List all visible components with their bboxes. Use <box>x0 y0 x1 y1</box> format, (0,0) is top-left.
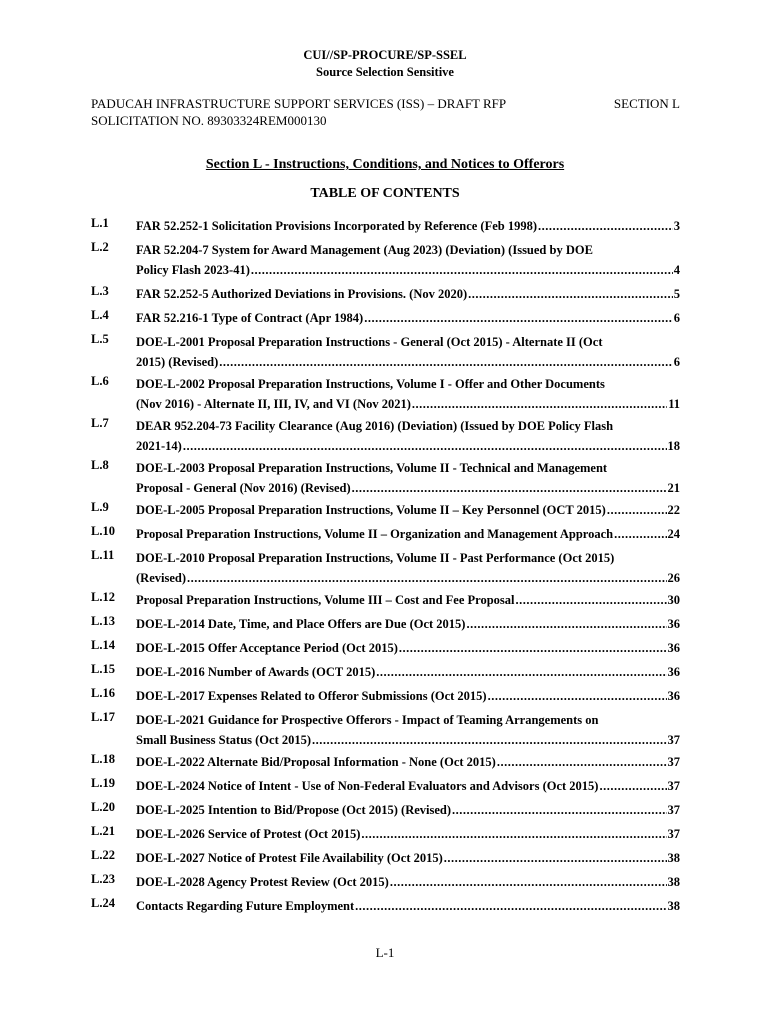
toc-entry-title-line: DOE-L-2025 Intention to Bid/Propose (Oct 2015) (Revised) <box>136 803 452 817</box>
dot-leader <box>183 436 667 456</box>
toc-entry-title-line: FAR 52.252-1 Solicitation Provisions Incorporated by Reference (Feb 1998) <box>136 219 537 233</box>
toc-entry-page: 6 <box>673 311 680 325</box>
toc-entry-title-line: Proposal - General (Nov 2016) (Revised) <box>136 481 351 495</box>
toc-entry-text <box>136 284 680 304</box>
section-title: Section L - Instructions, Conditions, and Notices to Offerors <box>205 157 565 172</box>
toc-entry-number: L.18 <box>91 752 115 766</box>
toc-entry-text <box>136 710 680 750</box>
dot-leader <box>364 308 673 328</box>
toc-entry-number: L.23 <box>91 872 115 886</box>
toc-entry-title-line: DOE-L-2026 Service of Protest (Oct 2015) <box>136 827 361 841</box>
toc-entry-page: 6 <box>673 355 680 369</box>
toc-entry-page: 37 <box>667 733 680 747</box>
dot-leader <box>516 590 667 610</box>
dot-leader <box>468 284 673 304</box>
toc-entry-page: 5 <box>673 287 680 301</box>
toc-entry-number: L.9 <box>91 500 109 514</box>
dot-leader <box>466 614 666 634</box>
toc-entry-title-line: FAR 52.252-5 Authorized Deviations in Provisions. (Nov 2020) <box>136 287 468 301</box>
toc-entry-title-line: DOE-L-2015 Offer Acceptance Period (Oct 2015) <box>136 641 398 655</box>
dot-leader <box>219 352 672 372</box>
toc-entry-title-line: Policy Flash 2023-41) <box>136 263 250 277</box>
toc-entry-title-line: DEAR 952.204-73 Facility Clearance (Aug 2016) (Deviation) (Issued by DOE Policy Flash <box>136 419 614 433</box>
toc-entry-text <box>136 872 680 892</box>
toc-entry-number: L.8 <box>91 458 109 472</box>
toc-entry-number: L.24 <box>91 896 115 910</box>
toc-entry-page: 38 <box>667 899 680 913</box>
toc-entry-title-line: DOE-L-2028 Agency Protest Review (Oct 2015) <box>136 875 389 889</box>
toc-entry-title-line: 2015) (Revised) <box>136 355 219 369</box>
dot-leader <box>538 216 673 236</box>
source-selection-banner: Source Selection Sensitive <box>316 65 454 79</box>
toc-entry-number: L.10 <box>91 524 115 538</box>
toc-entry-title-line: (Nov 2016) - Alternate II, III, IV, and VI (Nov 2021) <box>136 397 411 411</box>
toc-entry-text <box>136 216 680 236</box>
dot-leader <box>497 752 667 772</box>
toc-entry-text <box>136 374 680 414</box>
toc-entry-number: L.17 <box>91 710 115 724</box>
toc-entry-page: 11 <box>668 397 680 411</box>
toc-entry-text <box>136 548 680 588</box>
toc-entry-title-line: DOE-L-2024 Notice of Intent - Use of Non-Federal Evaluators and Advisors (Oct 2015) <box>136 779 599 793</box>
toc-entry-title-line: (Revised) <box>136 571 186 585</box>
dot-leader <box>399 638 667 658</box>
dot-leader <box>607 500 667 520</box>
dot-leader <box>187 568 667 588</box>
page-number: L-1 <box>375 945 395 960</box>
dot-leader <box>361 824 666 844</box>
dot-leader <box>355 896 666 916</box>
toc-entry-number: L.22 <box>91 848 115 862</box>
dot-leader <box>488 686 667 706</box>
toc-entry-text <box>136 524 680 544</box>
toc-entry-title-line: DOE-L-2027 Notice of Protest File Availability (Oct 2015) <box>136 851 443 865</box>
toc-entry-number: L.5 <box>91 332 109 346</box>
header-solicitation: SOLICITATION NO. 89303324REM000130 <box>91 113 327 128</box>
toc-entry-title-line: DOE-L-2001 Proposal Preparation Instructions - General (Oct 2015) - Alternate II (Oct <box>136 335 603 349</box>
toc-entry-text <box>136 896 680 916</box>
toc-entry-page: 38 <box>667 875 680 889</box>
toc-entry-title-line: DOE-L-2016 Number of Awards (OCT 2015) <box>136 665 376 679</box>
dot-leader <box>312 730 666 750</box>
toc-entry-text <box>136 824 680 844</box>
toc-entry-title-line: DOE-L-2003 Proposal Preparation Instructions, Volume II - Technical and Management <box>136 461 608 475</box>
toc-heading: TABLE OF CONTENTS <box>310 186 460 201</box>
toc-entry-text <box>136 308 680 328</box>
header-section: SECTION L <box>613 96 680 111</box>
toc-entry-page: 26 <box>667 571 680 585</box>
dot-leader <box>452 800 666 820</box>
toc-entry-page: 37 <box>667 827 680 841</box>
toc-entry-number: L.3 <box>91 284 109 298</box>
toc-entry-number: L.21 <box>91 824 115 838</box>
toc-entry-page: 37 <box>667 779 680 793</box>
toc-entry-page: 36 <box>667 665 680 679</box>
toc-entry-text <box>136 416 680 456</box>
toc-entry-page: 36 <box>667 689 680 703</box>
toc-entry-title-line: 2021-14) <box>136 439 182 453</box>
toc-entry-number: L.4 <box>91 308 109 322</box>
toc-entry-title-line: DOE-L-2022 Alternate Bid/Proposal Information - None (Oct 2015) <box>136 755 496 769</box>
toc-entry-page: 22 <box>667 503 680 517</box>
toc-entry-title-line: Proposal Preparation Instructions, Volume II – Organization and Management Approach <box>136 527 614 541</box>
toc-entry-number: L.11 <box>91 548 115 562</box>
toc-entry-text <box>136 638 680 658</box>
toc-entry-title-line: Small Business Status (Oct 2015) <box>136 733 312 747</box>
toc-entry-page: 18 <box>667 439 680 453</box>
toc-entry-page: 36 <box>667 641 680 655</box>
toc-entry-title-line: Contacts Regarding Future Employment <box>136 899 355 913</box>
toc-entry-number: L.20 <box>91 800 115 814</box>
header-project: PADUCAH INFRASTRUCTURE SUPPORT SERVICES (ISS) – DRAFT RFP <box>91 96 507 111</box>
toc-entry-page: 30 <box>667 593 680 607</box>
dot-leader <box>614 524 666 544</box>
dot-leader <box>376 662 666 682</box>
toc-entry-number: L.13 <box>91 614 115 628</box>
toc-entry-text <box>136 662 680 682</box>
dot-leader <box>412 394 667 414</box>
toc-entry-text <box>136 686 680 706</box>
toc-entry-number: L.16 <box>91 686 115 700</box>
toc-entry-text <box>136 752 680 772</box>
toc-entry-text <box>136 458 680 498</box>
toc-entry-page: 37 <box>667 803 680 817</box>
toc-entry-text <box>136 500 680 520</box>
toc-entry-text <box>136 614 680 634</box>
toc-entry-number: L.12 <box>91 590 115 604</box>
toc-entry-title-line: DOE-L-2005 Proposal Preparation Instructions, Volume II – Key Personnel (OCT 2015) <box>136 503 606 517</box>
toc-entry-page: 3 <box>673 219 680 233</box>
toc-entry-text <box>136 776 680 796</box>
toc-entry-text <box>136 240 680 280</box>
cui-banner: CUI//SP-PROCURE/SP-SSEL <box>303 48 467 62</box>
toc-entry-text <box>136 848 680 868</box>
toc-entry-page: 21 <box>667 481 680 495</box>
toc-entry-page: 37 <box>667 755 680 769</box>
toc-entry-text <box>136 800 680 820</box>
toc-entry-number: L.6 <box>91 374 109 388</box>
dot-leader <box>599 776 666 796</box>
toc-entry-page: 36 <box>667 617 680 631</box>
toc-entry-number: L.14 <box>91 638 115 652</box>
toc-entry-text <box>136 332 680 372</box>
toc-entry-title-line: DOE-L-2021 Guidance for Prospective Offerors - Impact of Teaming Arrangements on <box>136 713 599 727</box>
toc-entry-title-line: Proposal Preparation Instructions, Volume III – Cost and Fee Proposal <box>136 593 515 607</box>
dot-leader <box>390 872 667 892</box>
toc-entry-number: L.1 <box>91 216 109 230</box>
toc-entry-title-line: DOE-L-2014 Date, Time, and Place Offers are Due (Oct 2015) <box>136 617 466 631</box>
toc-entry-number: L.19 <box>91 776 115 790</box>
dot-leader <box>352 478 667 498</box>
toc-entry-number: L.7 <box>91 416 109 430</box>
toc-entry-number: L.2 <box>91 240 109 254</box>
toc-entry-page: 24 <box>667 527 680 541</box>
toc-entry-title-line: DOE-L-2002 Proposal Preparation Instructions, Volume I - Offer and Other Documents <box>136 377 605 391</box>
toc-entry-page: 4 <box>673 263 680 277</box>
toc-entry-title-line: FAR 52.216-1 Type of Contract (Apr 1984) <box>136 311 364 325</box>
toc-entry-title-line: DOE-L-2017 Expenses Related to Offeror Submissions (Oct 2015) <box>136 689 487 703</box>
toc-entry-text <box>136 590 680 610</box>
toc-entry-number: L.15 <box>91 662 115 676</box>
toc-entry-title-line: DOE-L-2010 Proposal Preparation Instructions, Volume II - Past Performance (Oct 2015) <box>136 551 615 565</box>
dot-leader <box>251 260 673 280</box>
dot-leader <box>444 848 667 868</box>
toc-entry-page: 38 <box>667 851 680 865</box>
toc-entry-title-line: FAR 52.204-7 System for Award Management (Aug 2023) (Deviation) (Issued by DOE <box>136 243 593 257</box>
